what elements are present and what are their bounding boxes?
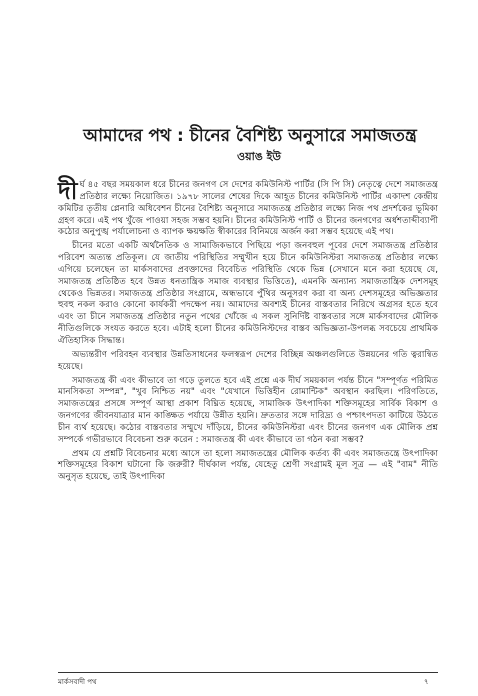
paragraph-text: র্ঘ ৪৫ বছর সময়কাল ধরে চীনের জনগণ সে দেশের কমিউনিস্ট পার্টির (সি পি সি) নেতৃত্বে দেশে সমাজতন্ত্র প্রতিষ্ঠার লক্ষ্যে নিয়োজিত। ১৯৭৮ সালের শেষের দিকে আহূত চীনের কমিউনিস্ট পার্টির একাদশ কেন্দ্রীয় কমিটির তৃতীয় প্লেনারি অধিবেশন চীনের বৈশিষ্ট্য অনুসারে সমাজতন্ত্র প্রতিষ্ঠার লক্ষ্যে নিজ পথ প্রদর্শকের ভূমিকা গ্রহণ করে। এই পথ খুঁজে পাওয়া সহজ সম্ভব হয়নি। চীনের কমিউনিস্ট পার্টি ও চীনের জনগণের অর্ধশতাব্দীব্যাপী কঠোর অনুপুঙ্খ পর্যালোচনা ও ব্যাপক ক্ষয়ক্ষতি স্বীকারের বিনিময়ে অর্জন করা সম্ভব হয়েছে এই পথ। bbox=[58, 180, 438, 238]
article-author: ওয়াঙ ইউ bbox=[237, 150, 281, 163]
article-title: আমাদের পথ : চীনের বৈশিষ্ট্য অনুসারে সমাজতন্ত্র bbox=[83, 126, 417, 146]
running-footer: মার্কসবাদী পথ bbox=[58, 678, 97, 686]
drop-cap: দী bbox=[58, 177, 78, 205]
body-paragraph-4: সমাজতন্ত্র কী এবং কীভাবে তা গড়ে তুলতে হবে এই প্রশ্নে এক দীর্ঘ সময়কাল পর্যন্ত চীনে "সম্পূর্ণত পরিমিত মানসিকতা সম্পন্ন", "খুব নিশ্চিত নয়" এবং "যেখানে ভিত্তিহীন রোমান্টিক" অবস্থান করছিল। পরিণতিতে, সমাজতন্ত্রের প্রসঙ্গে সম্পূর্ণ আস্থা প্রকাশ বিঘ্নিত হয়েছে, সামাজিক উৎপাদিকা শক্তিসমূহের সার্বিক বিকাশ ও জনগণের জীবনযাত্রার মান কাঙ্ক্ষিত পর্যায়ে উন্নীত হয়নি। দ্রুততার সঙ্গে দারিদ্র্য ও পশ্চাৎপদতা কাটিয়ে উঠতে চীন ব্যর্থ হয়েছে। কঠোর বাস্তবতার সম্মুখে দাঁড়িয়ে, চীনের কমিউনিস্টরা এবং চীনের জনগণ এক মৌলিক প্রশ্ন সম্পর্কে গভীরভাবে বিবেচনা শুরু করেন : সমাজতন্ত্র কী এবং কীভাবে তা গঠন করা সম্ভব? bbox=[58, 375, 438, 445]
page-number: ৭ bbox=[424, 678, 429, 686]
body-paragraph-3: অভ্যন্তরীণ পরিবহন ব্যবস্থার উন্নতিসাধনের ফলস্বরূপ দেশের বিচ্ছিন্ন অঞ্চলগুলিতে উন্নয়নের গতি ত্বরান্বিত হয়েছে। bbox=[58, 349, 438, 372]
body-paragraph-1 bbox=[58, 177, 438, 239]
body-paragraph-5: প্রথম যে প্রশ্নটি বিবেচনার মধ্যে আসে তা হলো সমাজতন্ত্রের মৌলিক কর্তব্য কী এবং সমাজতন্ত্রে উৎপাদিকা শক্তিসমূহের বিকাশ ঘটানো কি জরুরী? দীর্ঘকাল পর্যন্ত, যেহেতু শ্রেণী সংগ্রামই মূল সূত্র — এই "বাম" নীতি অনুসৃত হয়েছে, তাই উৎপাদিকা bbox=[58, 448, 438, 483]
article-body bbox=[58, 177, 438, 486]
footer-divider bbox=[58, 672, 438, 673]
body-paragraph-2: চীনের মতো একটি অর্থনৈতিক ও সামাজিকভাবে পিছিয়ে পড়া জনবহুল পূবের দেশে সমাজতন্ত্র প্রতিষ্ঠার পরিবেশ অত্যন্ত প্রতিকূল। যে জাতীয় পরিস্থিতির সম্মুখীন হয়ে চীনে কমিউনিস্টরা সমাজতন্ত্র প্রতিষ্ঠার লক্ষ্যে এগিয়ে চলেছেন তা মার্কসবাদের প্রবক্তাদের বিবেচিত পরিস্থিতি থেকে ভিন্ন (সেখানে মনে করা হয়েছে যে, সমাজতন্ত্র প্রতিষ্ঠিত হবে উন্নত ধনতান্ত্রিক সমাজ ব্যবস্থার ভিত্তিতে), এমনকি অন্যান্য সমাজতান্ত্রিক দেশসমূহ থেকেও ভিন্নতর। সমাজতন্ত্র প্রতিষ্ঠার সংগ্রামে, অন্ধভাবে পুঁথির অনুসরণ করা বা অন্য দেশসমূহের অভিজ্ঞতার হুবহু নকল করাও কোনো কার্যকরী পদক্ষেপ নয়। আমাদের অবশ্যই চীনের বাস্তবতার নিরিখে অগ্রসর হতে হবে এবং তা চীনে সমাজতন্ত্র প্রতিষ্ঠার নতুন পথের খোঁজে এ সকল সুনির্দিষ্ট বাস্তবতার সঙ্গে মার্কসবাদের মৌলিক নীতিগুলিকে সংযত করতে হবে। এটাই হলো চীনের কমিউনিস্টদের বাস্তব অভিজ্ঞতা-উপলব্ধ সবচেয়ে প্রাথমিক ঐতিহাসিক সিদ্ধান্ত। bbox=[58, 241, 438, 346]
